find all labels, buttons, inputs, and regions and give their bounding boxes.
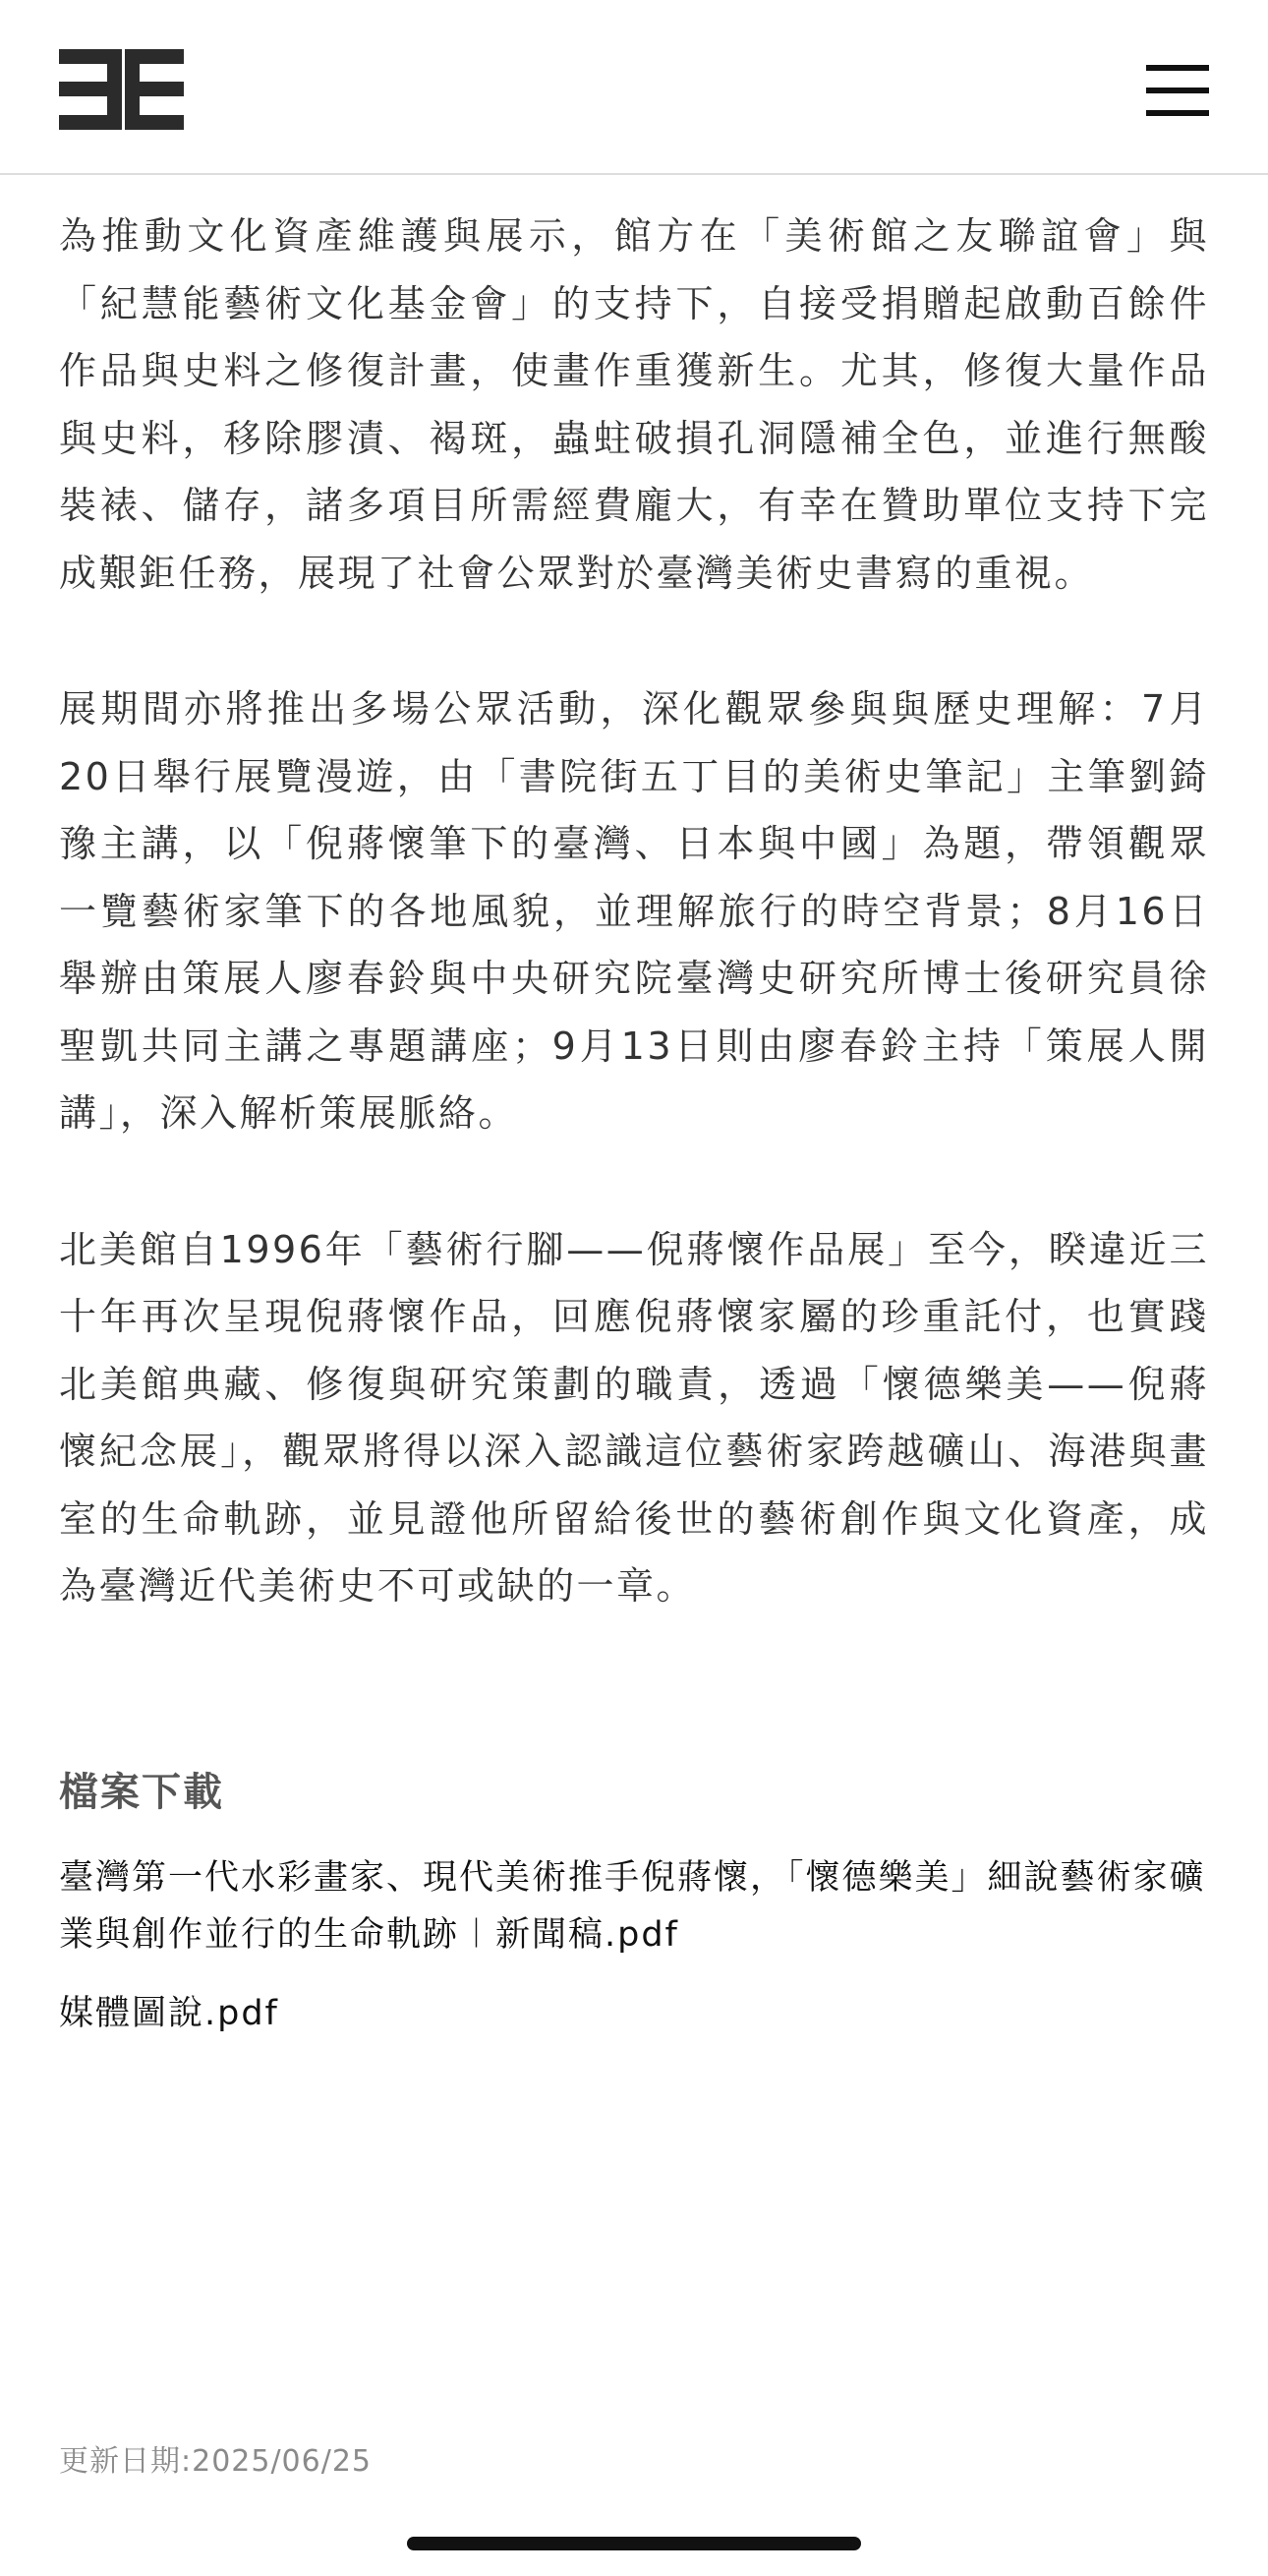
download-item [59,1849,1209,1963]
download-link-media-captions[interactable]: 媒體圖說.pdf [59,1993,279,2033]
updated-date: 更新日期:2025/06/25 [59,2444,373,2479]
menu-bar [1146,110,1209,116]
home-indicator[interactable] [407,2537,861,2550]
downloads-title: 檔案下載 [59,1769,224,1815]
site-header [0,0,1268,175]
article-paragraph: 為推動文化資產維護與展示，館方在「美術館之友聯誼會」與「紀慧能藝術文化基金會」的支持下，自接受捐贈起啟動百餘件作品與史料之修復計畫，使畫作重獲新生。尤其，修復大量作品與史料，移除膠漬、褐斑，蟲蛀破損孔洞隱補全色，並進行無酸裝裱、儲存，諸多項目所需經費龐大，有幸在贊助單位支持下完成艱鉅任務，展現了社會公眾對於臺灣美術史書寫的重視。 [59,214,1209,595]
hamburger-menu-icon[interactable] [1146,61,1209,120]
downloads-list [59,1849,1209,2042]
article-paragraph: 北美館自1996年「藝術行腳——倪蔣懷作品展」至今，睽違近三十年再次呈現倪蔣懷作品，回應倪蔣懷家屬的珍重託付，也實踐北美館典藏、修復與研究策劃的職責，透過「懷德樂美——倪蔣懷紀念展」，觀眾將得以深入認識這位藝術家跨越礦山、海港與畫室的生命軌跡，並見證他所留給後世的藝術創作與文化資產，成為臺灣近代美術史不可或缺的一章。 [59,1227,1209,1608]
article-paragraph: 展期間亦將推出多場公眾活動，深化觀眾參與與歷史理解：7月20日舉行展覽漫遊，由「書院街五丁目的美術史筆記」主筆劉錡豫主講，以「倪蔣懷筆下的臺灣、日本與中國」為題，帶領觀眾一覽藝術家筆下的各地風貌，並理解旅行的時空背景；8月16日舉辦由策展人廖春鈴與中央研究院臺灣史研究所博士後研究員徐聖凱共同主講之專題講座；9月13日則由廖春鈴主持「策展人開講」，深入解析策展脈絡。 [59,687,1209,1135]
download-link-press-release[interactable]: 臺灣第一代水彩畫家、現代美術推手倪蔣懷，「懷德樂美」細說藝術家礦業與創作並行的生命軌跡︱新聞稿.pdf [59,1857,1206,1955]
menu-bar [1146,65,1209,71]
museum-logo-icon[interactable] [59,49,184,130]
downloads-section [59,1763,1209,2042]
article-content [59,203,1209,2064]
menu-bar [1146,88,1209,93]
download-item [59,1985,1209,2042]
